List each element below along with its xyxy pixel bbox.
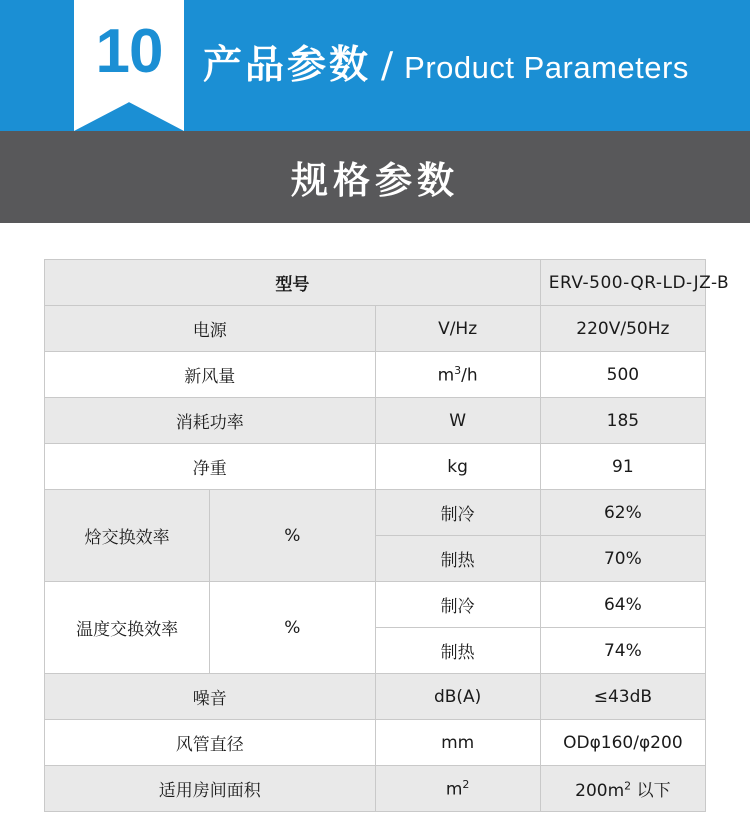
row-value: 70% (540, 536, 705, 582)
table-row (45, 720, 706, 766)
table-row (45, 352, 706, 398)
subsection-title: 规格参数 (291, 159, 459, 202)
table-row (45, 306, 706, 352)
banner-inner (0, 0, 750, 131)
row-value: 220V/50Hz (540, 306, 705, 352)
row-value: ODφ160/φ200 (540, 720, 705, 766)
row-unit: $m^3/h$ (375, 352, 540, 398)
row-value: 62% (540, 490, 705, 536)
row-label: 消耗功率 (45, 398, 376, 444)
model-value: ERV-500-QR-LD-JZ-B (540, 260, 705, 306)
section-banner (0, 0, 750, 131)
row-unit: dB(A) (375, 674, 540, 720)
row-value: 500 (540, 352, 705, 398)
banner-title (203, 44, 689, 90)
row-label: 适用房间面积 (45, 766, 376, 812)
row-unit: W (375, 398, 540, 444)
row-value: 91 (540, 444, 705, 490)
table-row (45, 398, 706, 444)
row-label: 焓交换效率 (45, 490, 210, 582)
row-value: 64% (540, 582, 705, 628)
spec-table (44, 259, 730, 812)
row-label: 电源 (45, 306, 376, 352)
subsection-band (0, 131, 750, 223)
row-sublabel: 制热 (375, 536, 540, 582)
table-row (45, 444, 706, 490)
row-label: 温度交换效率 (45, 582, 210, 674)
row-unit: kg (375, 444, 540, 490)
banner-title-cn: 产品参数 (203, 43, 372, 88)
table-row-model (45, 260, 706, 306)
row-unit: % (210, 582, 375, 674)
row-unit: $m^2$ (375, 766, 540, 812)
row-unit: V/Hz (375, 306, 540, 352)
table-row (45, 674, 706, 720)
model-label: 型号 (45, 260, 541, 306)
row-sublabel: 制冷 (375, 582, 540, 628)
table-row (45, 490, 706, 536)
row-unit: mm (375, 720, 540, 766)
row-sublabel: 制冷 (375, 490, 540, 536)
table-row (45, 766, 706, 812)
row-label: 新风量 (45, 352, 376, 398)
table-row (45, 582, 706, 628)
row-value: ≤43dB (540, 674, 705, 720)
row-sublabel: 制热 (375, 628, 540, 674)
row-label: 噪音 (45, 674, 376, 720)
row-label: 净重 (45, 444, 376, 490)
section-number: 10 (95, 17, 163, 86)
row-value: 74% (540, 628, 705, 674)
banner-title-en: Product Parameters (404, 50, 689, 85)
spec-table-wrap (0, 223, 750, 812)
banner-title-separator: / (381, 45, 397, 86)
row-unit: % (210, 490, 375, 582)
row-value: $200m^2$ 以下 (540, 766, 705, 812)
row-label: 风管直径 (45, 720, 376, 766)
row-value: 185 (540, 398, 705, 444)
